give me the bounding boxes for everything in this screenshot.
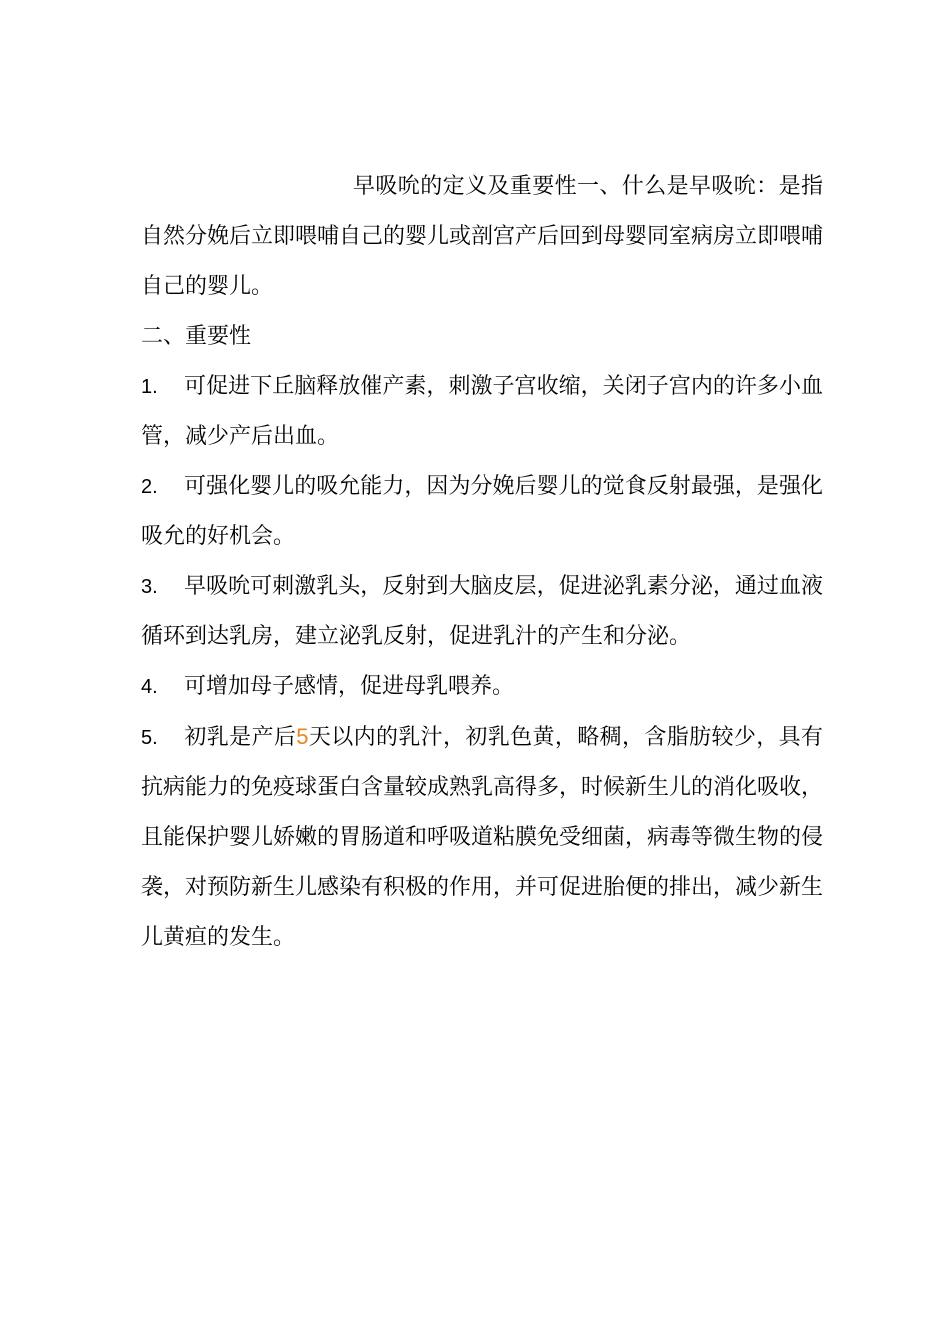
list-item-text: 可促进下丘脑释放催产素，刺激子宫收缩，关闭子宫内的许多小血管，减少产后出血。 (141, 374, 823, 449)
list-item-5 (141, 712, 823, 963)
highlighted-number: 5 (296, 724, 309, 749)
intro-paragraph: 早吸吮的定义及重要性一、什么是早吸吮：是指自然分娩后立即喂哺自己的婴儿或剖宫产后回到母婴同室病房立即喂哺自己的婴儿。 (141, 174, 824, 299)
list-item-text: 可增加母子感情，促进母乳喂养。 (184, 674, 515, 699)
section-heading: 二、重要性 (141, 324, 252, 349)
list-item-4 (141, 662, 823, 712)
list-item-3 (141, 562, 823, 662)
list-item-text-start: 初乳是产后 (184, 725, 297, 750)
list-item-text: 可强化婴儿的吸允能力，因为分娩后婴儿的觉食反射最强，是强化吸允的好机会。 (141, 474, 823, 549)
list-item-1 (141, 362, 823, 462)
list-item-number: 1. (141, 376, 158, 398)
list-item-number: 5. (141, 727, 158, 749)
list-item-number: 2. (141, 476, 158, 498)
list-item-2 (141, 462, 823, 562)
list-item-text-end: 天以内的乳汁，初乳色黄，略稠，含脂肪较少，具有抗病能力的免疫球蛋白含量较成熟乳高得多，时候新生儿的消化吸收，且能保护婴儿娇嫩的胃肠道和呼吸道粘膜免受细菌，病毒等微生物的侵袭，对预防新生儿感染有积极的作用，并可促进胎便的排出，减少新生儿黄疸的发生。 (141, 725, 824, 950)
list-item-number: 4. (141, 676, 158, 698)
list-item-text: 早吸吮可刺激乳头，反射到大脑皮层，促进泌乳素分泌，通过血液循环到达乳房，建立泌乳反射，促进乳汁的产生和分泌。 (141, 574, 823, 649)
list-item-number: 3. (141, 576, 158, 598)
document-body (141, 162, 823, 963)
